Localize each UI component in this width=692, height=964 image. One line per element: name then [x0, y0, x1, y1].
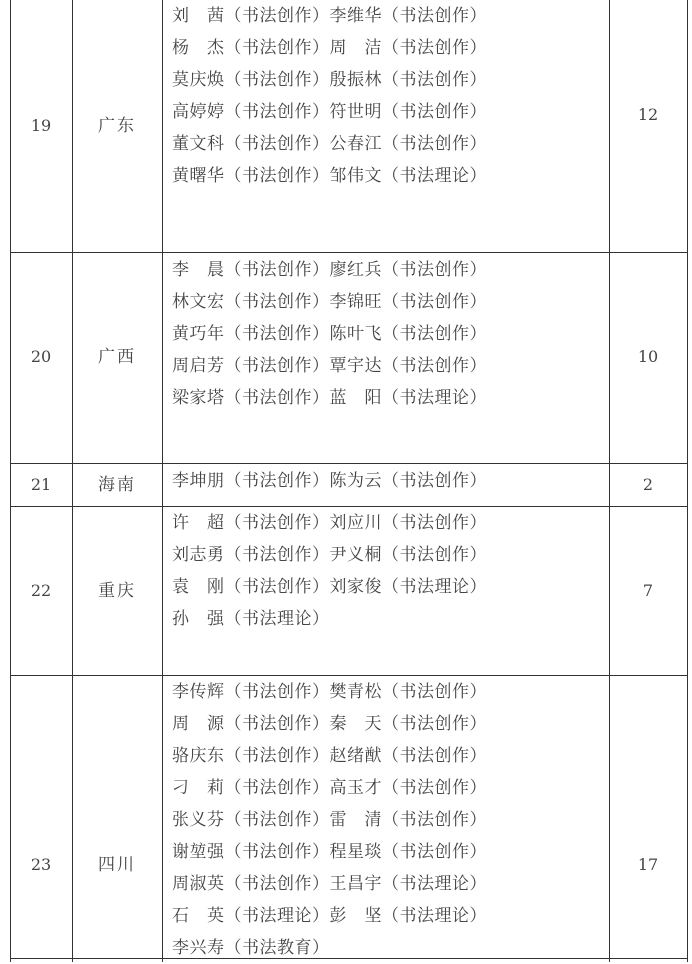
member-line: 孙 强（书法理论） [172, 609, 330, 629]
member-line: 张义芬（书法创作）雷 清（书法创作） [172, 810, 487, 830]
row-number: 20 [30, 347, 52, 366]
member-line: 杨 杰（书法创作）周 洁（书法创作） [172, 38, 487, 58]
member-line: 周淑英（书法创作）王昌宇（书法理论） [172, 874, 487, 894]
member-line: 石 英（书法理论）彭 坚（书法理论） [172, 906, 487, 926]
member-line: 李传辉（书法创作）樊青松（书法创作） [172, 682, 487, 702]
province-name: 四川 [98, 855, 136, 875]
member-line: 周 源（书法创作）秦 天（书法创作） [172, 714, 487, 734]
row-divider [10, 252, 688, 253]
row-divider [10, 463, 688, 464]
member-line: 周启芳（书法创作）覃宇达（书法创作） [172, 356, 487, 376]
member-line: 黄巧年（书法创作）陈叶飞（书法创作） [172, 324, 487, 344]
row-number: 23 [30, 855, 52, 874]
province-name: 海南 [98, 475, 136, 495]
row-number: 22 [30, 581, 52, 600]
member-count: 10 [637, 347, 659, 366]
member-line: 刘志勇（书法创作）尹义桐（书法创作） [172, 545, 487, 565]
member-list [172, 254, 602, 414]
member-count: 17 [637, 855, 659, 874]
province-name: 重庆 [98, 581, 136, 601]
member-list [172, 0, 602, 192]
member-line: 李 晨（书法创作）廖红兵（书法创作） [172, 260, 487, 280]
member-line: 骆庆东（书法创作）赵绪猷（书法创作） [172, 746, 487, 766]
table-border-right [687, 0, 688, 962]
member-line: 刘 茜（书法创作）李维华（书法创作） [172, 6, 487, 26]
row-number: 21 [30, 475, 52, 494]
member-line: 莫庆焕（书法创作）殷振林（书法创作） [172, 70, 487, 90]
member-count: 7 [642, 581, 654, 600]
member-line: 董文科（书法创作）公春江（书法创作） [172, 134, 487, 154]
province-name: 广西 [98, 347, 136, 367]
member-line: 高婷婷（书法创作）符世明（书法创作） [172, 102, 487, 122]
row-number: 19 [30, 116, 52, 135]
member-count: 2 [642, 475, 654, 494]
member-count: 12 [637, 105, 659, 124]
member-line: 谢堃强（书法创作）程星琰（书法创作） [172, 842, 487, 862]
member-line: 许 超（书法创作）刘应川（书法创作） [172, 513, 487, 533]
member-list [172, 507, 602, 635]
member-line: 袁 刚（书法创作）刘家俊（书法理论） [172, 577, 487, 597]
member-line: 黄曙华（书法创作）邹伟文（书法理论） [172, 166, 487, 186]
member-list [172, 465, 602, 497]
member-list [172, 676, 602, 964]
member-line: 刁 莉（书法创作）高玉才（书法创作） [172, 778, 487, 798]
column-divider-province [162, 0, 163, 962]
member-line: 梁家塔（书法创作）蓝 阳（书法理论） [172, 388, 487, 408]
province-name: 广东 [98, 116, 136, 136]
member-line: 林文宏（书法创作）李锦旺（书法创作） [172, 292, 487, 312]
member-line: 李兴寿（书法教育） [172, 938, 330, 958]
member-line: 李坤朋（书法创作）陈为云（书法创作） [172, 471, 487, 491]
